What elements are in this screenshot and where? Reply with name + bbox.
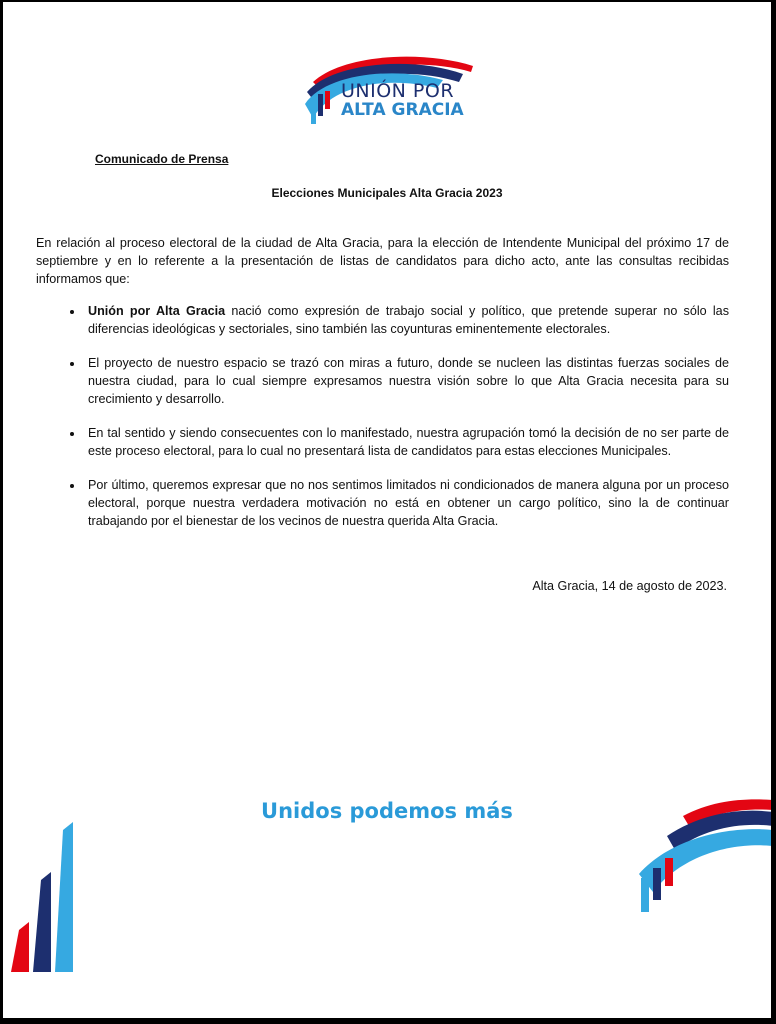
footer-slogan: Unidos podemos más [261,799,513,823]
document-body [36,234,729,546]
logo-line2: ALTA GRACIA [341,100,464,120]
bullet-list [36,302,729,530]
intro-paragraph: En relación al proceso electoral de la ciudad de Alta Gracia, para la elección de Intendente Municipal del próximo 17 de septiembre y en lo referente a la presentación de listas de candidatos para dicho acto, ante las consultas recibidas informamos que: [36,236,729,286]
bullet-text: En tal sentido y siendo consecuentes con lo manifestado, nuestra agrupación tomó la decisión de no ser parte de este proceso electoral, para lo cual no presentará lista de candidatos para estas elecciones Municipales. [88,426,729,458]
decorative-swoosh-icon [633,796,771,921]
bullet-text: nació como expresión de trabajo social y político, que pretende superar no sólo las diferencias ideológicas y sectoriales, sino también las coyunturas eminentemente electorales. [88,304,729,336]
logo-wordmark [341,82,464,119]
bullet-item [84,354,729,408]
document-subtitle: Elecciones Municipales Alta Gracia 2023 [271,186,503,200]
logo-line1: UNIÓN POR [341,80,455,102]
bullet-item [84,476,729,530]
bullet-item [84,302,729,338]
bullet-text: El proyecto de nuestro espacio se trazó con miras a futuro, donde se nucleen las distintas fuerzas sociales de nuestra ciudad, para lo cual siempre expresamos nuestra visión sobre lo que Alta Gracia necesita para su crecimiento y desarrollo. [88,356,729,406]
decorative-bars-icon [3,822,83,972]
document-date: Alta Gracia, 14 de agosto de 2023. [532,579,727,593]
bullet-text: Por último, queremos expresar que no nos sentimos limitados ni condicionados de manera alguna por un proceso electoral, porque nuestra verdadera motivación no está en obtener un cargo político, sino la de continuar trabajando por el bienestar de los vecinos de nuestra querida Alta Gracia. [88,478,729,528]
press-release-heading: Comunicado de Prensa [95,152,229,166]
document-page [3,2,771,1018]
bullet-strong: Unión por Alta Gracia [88,304,226,318]
bullet-item [84,424,729,460]
